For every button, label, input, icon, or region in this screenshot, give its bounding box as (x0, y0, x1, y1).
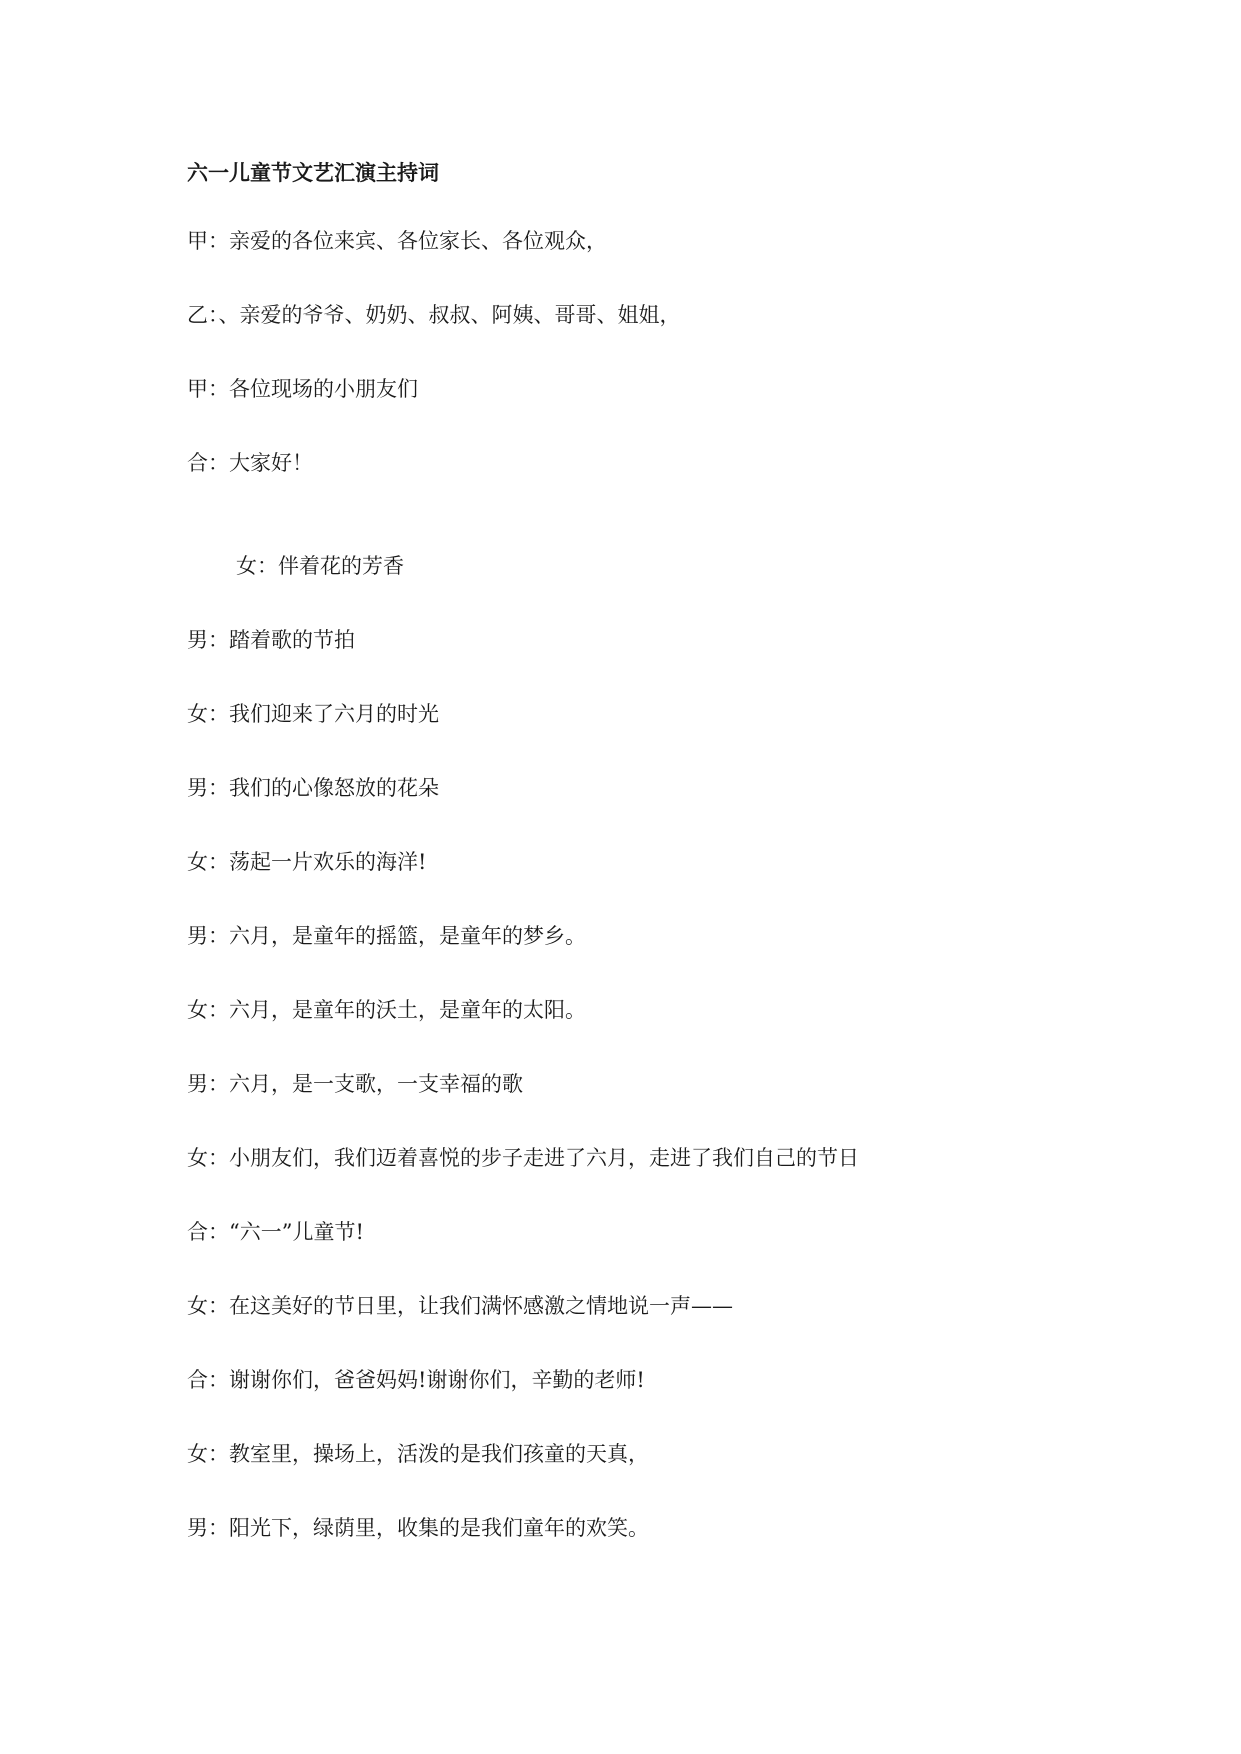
script-line: 男：六月，是童年的摇篮，是童年的梦乡。 (187, 924, 586, 948)
script-line: 甲：各位现场的小朋友们 (187, 377, 418, 401)
script-line: 合：大家好！ (187, 451, 313, 475)
script-line: 合：谢谢你们，爸爸妈妈!谢谢你们，辛勤的老师! (187, 1368, 645, 1392)
script-line: 合：“六一”儿童节! (187, 1220, 364, 1244)
script-line: 女：小朋友们，我们迈着喜悦的步子走进了六月，走进了我们自己的节日 (187, 1146, 859, 1170)
script-line: 女：我们迎来了六月的时光 (187, 702, 439, 726)
script-line: 女：荡起一片欢乐的海洋! (187, 850, 427, 874)
script-line: 男：六月，是一支歌，一支幸福的歌 (187, 1072, 523, 1096)
script-line: 女：伴着花的芳香 (236, 554, 404, 578)
script-line: 女：教室里，操场上，活泼的是我们孩童的天真， (187, 1442, 649, 1466)
script-line: 乙：、亲爱的爷爷、奶奶、叔叔、阿姨、哥哥、姐姐， (187, 303, 681, 327)
script-line: 女：在这美好的节日里，让我们满怀感激之情地说一声—— (187, 1294, 733, 1318)
script-line: 男：我们的心像怒放的花朵 (187, 776, 439, 800)
script-line: 男：踏着歌的节拍 (187, 628, 355, 652)
document-title: 六一儿童节文艺汇演主持词 (187, 160, 439, 185)
script-line: 男：阳光下，绿荫里，收集的是我们童年的欢笑。 (187, 1516, 649, 1540)
script-line: 女：六月，是童年的沃土，是童年的太阳。 (187, 998, 586, 1022)
script-line: 甲：亲爱的各位来宾、各位家长、各位观众， (187, 229, 607, 253)
